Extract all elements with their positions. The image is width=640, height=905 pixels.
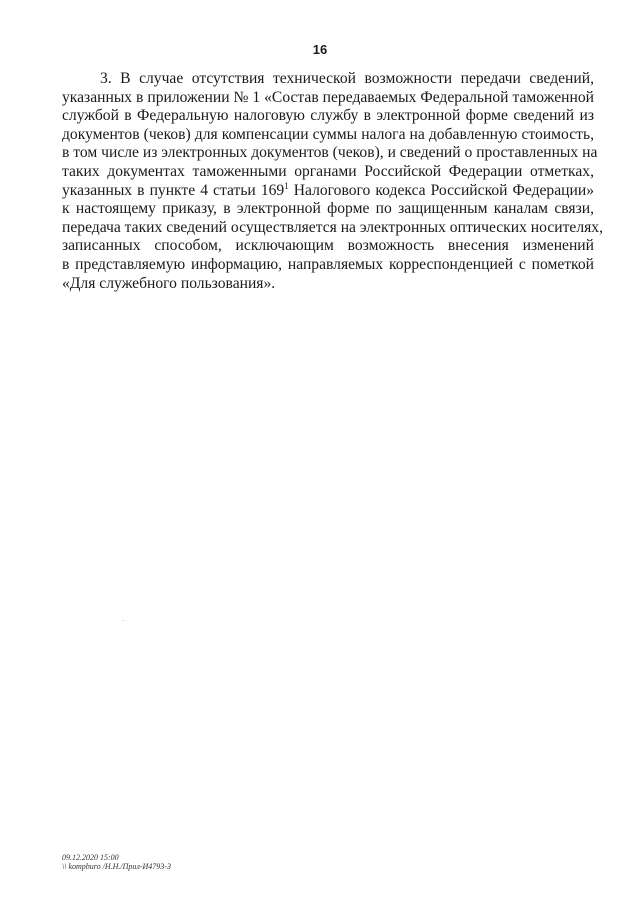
superscript: 1: [284, 180, 289, 191]
text-line: указанных в приложении № 1 «Состав передаваемых Федеральной таможенной: [62, 88, 594, 106]
text-line: 3. В случае отсутствия технической возможности передачи сведений,: [100, 70, 594, 87]
text-segment: Налогового кодекса Российской Федерации»: [293, 181, 594, 199]
text-line: передача таких сведений осуществляется на электронных оптических носителях,: [62, 218, 603, 236]
document-footer: [62, 853, 171, 871]
text-segment: указанных в пункте 4 статьи 169: [62, 181, 285, 199]
text-line: «Для служебного пользования».: [62, 274, 276, 292]
text-line: документов (чеков) для компенсации суммы налога на добавленную стоимость,: [62, 125, 594, 143]
scan-speck: [123, 620, 124, 621]
text-line: записанных способом, исключающим возможность внесения изменений: [62, 237, 594, 255]
text-line: к настоящему приказу, в электронной форме по защищенным каналам связи,: [62, 200, 594, 218]
paragraph-3: [62, 70, 603, 293]
footer-path: \\ kompburo /Н.Н./Прил-И4793-3: [62, 862, 171, 871]
text-line: в представляемую информацию, направляемых корреспонденцией с пометкой: [62, 255, 594, 273]
page-number: 16: [312, 42, 328, 57]
text-line-with-superscript: [62, 182, 594, 201]
text-line: службой в Федеральную налоговую службу в электронной форме сведений из: [62, 107, 594, 125]
text-line: таких документах таможенными органами Российской Федерации отметках,: [62, 162, 594, 180]
footer-date: 09.12.2020 15:00: [62, 853, 119, 862]
text-line: в том числе из электронных документов (чеков), и сведений о проставленных на: [62, 144, 598, 162]
